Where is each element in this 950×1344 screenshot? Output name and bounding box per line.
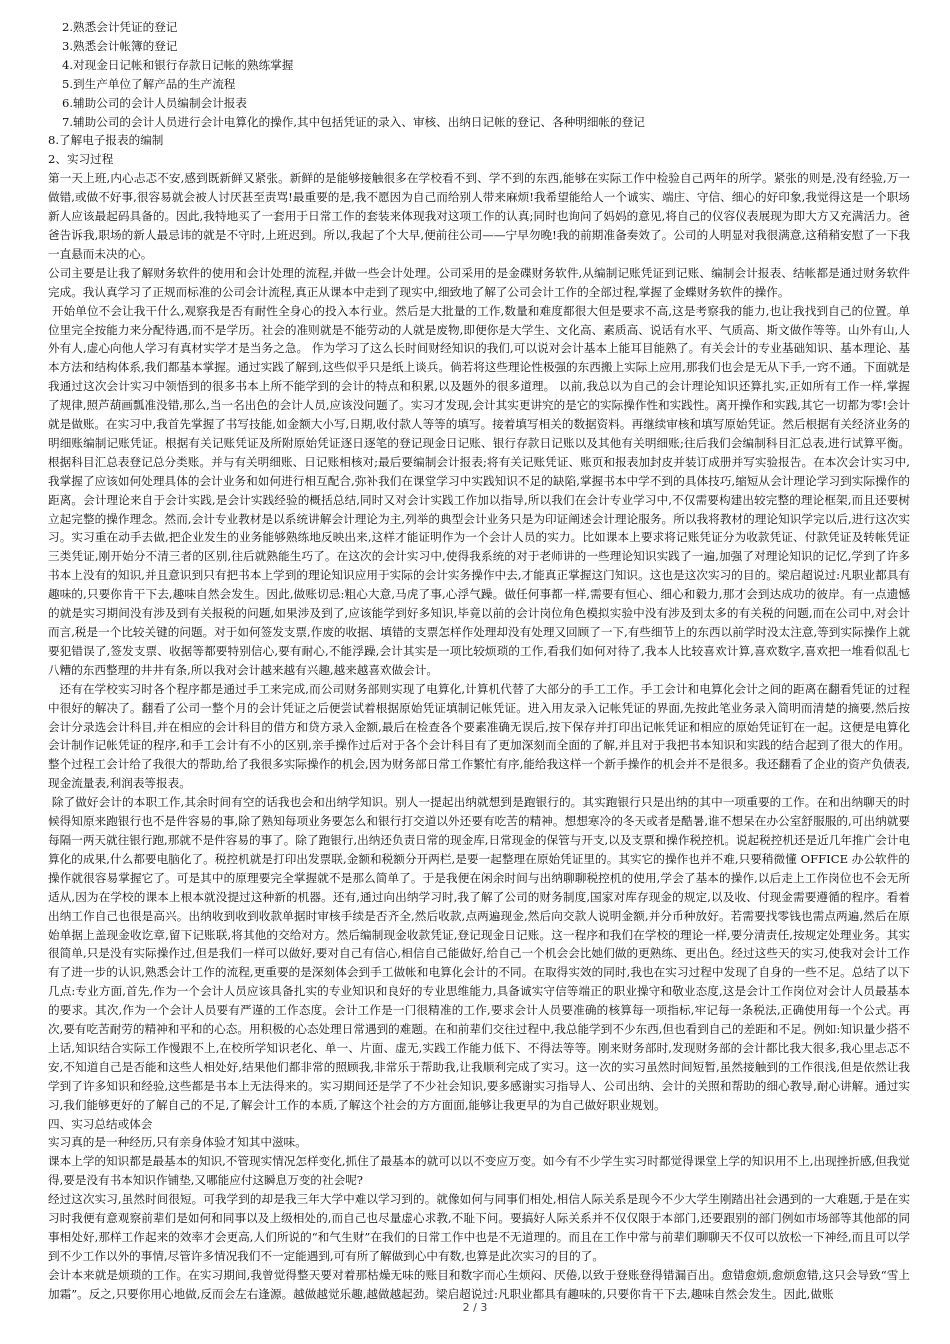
paragraph: 课本上学的知识都是最基本的知识,不管现实情况怎样变化,抓住了最基本的就可以以不变应万变。如今有不少学生实习时都觉得课堂上学的知识用不上,出现挫折感,但我觉得,要是没有书本知识作铺垫,又哪能应付这瞬息万变的社会呢? xyxy=(48,1154,910,1188)
section-heading: 2、实习过程 xyxy=(48,152,114,167)
paragraph: 第一天上班,内心忐忑不安,感到既新鲜又紧张。新鲜的是能够接触很多在学校看不到、学不到的东西,能够在实际工作中检验自己两年的所学。紧张的则是,没有经验,万一做错,或做不好事,很容易就会被人讨厌甚至责骂!最重要的是,我不愿因为自己而给别人带来麻烦!我希望能给人一个诚实、端庄、守信、细心的好印象,我觉得这是一个职场新人应该最起码具备的。因此,我特地买了一套用于日常工作的套装来体现我对这项工作的认真;同时也询问了妈妈的意见,将自己的仪容仪表展现为即大方又充满活力。爸爸告诉我,职场的新人最忌讳的就是不守时,上班迟到。所以,我起了个大早,便前往公司——宁早勿晚!我的前期准备奏效了。公司的人明显对我很满意,这稍稍安慰了一下我一直悬而未决的心。 xyxy=(48,171,910,261)
section-heading: 四、实习总结或体会 xyxy=(48,1116,153,1131)
list-item: 8.了解电子报表的编制 xyxy=(48,133,164,148)
list-item: 6.辅助公司的会计人员编制会计报表 xyxy=(62,95,247,110)
paragraph: 开始单位不会让我干什么,观察我是否有耐性全身心的投入本行业。然后是大批量的工作,数量和难度都很大但是要求不高,这是考察我的能力,也让我找到自己的位置。单位里完全按能力来分配待遇,而不是学历。社会的准则就是不能劳动的人就是废物,即便你是大学生、文化高、素质高、说话有水平、气质高、斯文做作等等。山外有山,人外有人,虚心向他人学习有真材实学才是当务之急。 作为学习了这么长时间财经知识的我们,可以说对会计基本上能耳目能熟了。有关会计的专业基础知识、基本理论、基本方法和结构体系,我们都基本掌握。通过实践了解到,这些似乎只是纸上谈兵。倘若将这些理论性极强的东西搬上实际上应用,那我们也会是无从下手,一窍不通。下面就是我通过这次会计实习中领悟到的很多书本上所不能学到的会计的特点和积累,以及题外的很多道理。 以前,我总以为自己的会计理论知识还算扎实,正如所有工作一样,掌握了规律,照芦葫画瓢准没错,那么,当一名出色的会计人员,应该没问题了。实习才发现,会计其实更讲究的是它的实际操作性和实践性。离开操作和实践,其它一切都为零!会计就是做账。在实习中,我首先掌握了书写技能,如金额大小写,日期,收付款人等等的填写。接着填写相关的数据资料。再继续审核和填写原始凭证。然后根据有关经济业务的明细账编制记账凭证。根据有关记账凭证及所附原始凭证逐日逐笔的登记现金日记账、银行存款日记账以及其他有关明细账;往后我们会编制科目汇总表,进行试算平衡。根据科目汇总表登记总分类账。并与有关明细账、日记账相核对;最后要编制会计报表;将有关记账凭证、账页和报表加封皮并装订成册并写实验报告。在本次会计实习中,我掌握了应该如何处理具体的会计业务和如何进行相互配合,弥补我们在课堂学习中实践知识不足的缺陷,掌握书本中学不到的具体技巧,缩短从会计理论学习到实际操作的距离。会计理论来自于会计实践,是会计实践经验的概括总结,同时又对会计实践工作加以指导,所以我们在会计专业学习中,不仅需要构建出较完整的理论框架,而且还要树立起完整的操作理念。然而,会计专业教材是以系统讲解会计理论为主,列举的典型会计业务只是为印证阐述会计理论服务。所以我将教材的理论知识学完以后,进行这次实习。实习重在动手去做,把企业发生的业务能够熟练地反映出来,这样才能证明作为一个会计人员的实力。比如课本上要求将记账凭证分为收款凭证、付款凭证及转帐凭证三类凭证,刚开始分不清三者的区别,往后就熟能生巧了。在这次的会计实习中,使得我系统的对于老师讲的一些理论知识实践了一遍,加强了对理论知识的记忆,学到了许多书本上没有的知识,并且意识到只有把书本上学到的理论知识应用于实际的会计实务操作中去,才能真正掌握这门知识。这也是这次实习的目的。梁启超说过:凡职业都具有趣味的,只要你肯干下去,趣味自然会发生。因此,做账切忌:粗心大意,马虎了事,心浮气躁。做任何事都一样,需要有恒心、细心和毅力,那才会到达成功的彼岸。有一点遗憾的就是实习期间没有涉及到有关报税的问题,如果涉及到了,应该能学到好多知识,毕竟以前的会计岗位角色模拟实验中没有涉及到太多的有关税的问题,而在公司中,对会计而言,税是一个比较关键的问题。对于如何签发支票,作废的收据、填错的支票怎样作处理却没有处理又回顾了一下,有些细节上的东西以前学时没太注意,等到实际操作上就要犯错误了,签发支票、收据等都要特别信心,要有耐心,不能浮躁,会计其实是一项比较烦琐的工作,看我们如何对待了,我本人比较喜欢计算,喜欢数字,喜欢把一堆看似乱七八糟的东西整理的井井有条,所以我对会计越来越有兴趣,越来越喜欢做会计。 xyxy=(48,303,911,677)
paragraph: 实习真的是一种经历,只有亲身体验才知其中滋味。 xyxy=(48,1135,307,1150)
list-item: 7.辅助公司的会计人员进行会计电算化的操作,其中包括凭证的录入、审核、出纳日记帐的登记、各种明细帐的登记 xyxy=(62,114,645,129)
paragraph: 除了做好会计的本职工作,其余时间有空的话我也会和出纳学知识。别人一提起出纳就想到是跑银行的。其实跑银行只是出纳的其中一项重要的工作。在和出纳聊天的时候得知原来跑银行也不是件容易的事,除了熟知每项业务要怎么和银行打交道以外还要有吃苦的精神。想想寒冷的冬天或者是酷暑,谁不想呆在办公室舒服服的,可出纳就要每隔一两天就往银行跑,那就不是件容易的事了。除了跑银行,出纳还负责日常的现金库,日常现金的保管与开支,以及支票和操作税控机。说起税控机还是近几年推广会计电算化的成果,什么都要电脑化了。税控机就是打印出发票联,金额和税额分开两栏,是要一起整理在原始凭证里的。其实它的操作也并不难,只要稍微懂 OFFICE 办公软件的操作就很容易掌握它了。可是其中的原理要完全掌握就不是那么简单了。于是我便在闲余时间与出纳聊聊税控机的使用,学会了基本的操作,以后走上工作岗位也不会无所适从,因为在学校的课本上根本就没提过这种新的机器。还有,通过向出纳学习时,我了解了公司的财务制度,国家对库存现金的规定,以及收、付现金需要遵循的程序。看着出纳工作自己也很是高兴。出纳收到收到收款单据时审核手续是否齐全,然后收款,点两遍现金,然后向交款人说明金额,并分币种放好。若需要找零钱也需点两遍,然后在原始单据上盖现金收讫章,留下记账联,将其他的交给对方。然后编制现金收款凭证,登记现金日记账。这一程序和我们在学校的理论一样,要分清责任,按规定处理业务。其实很简单,只是没有实际操作过,但是我们一样可以做好,要对自己有信心,相信自己能做好,给自己一个机会会比她们做的更熟练、更出色。经过这些天的实习,使我对会计工作有了进一步的认识,熟悉会计工作的流程,更重要的是深刻体会到手工做帐和电算化会计的不同。在取得实效的同时,我也在实习过程中发现了自身的一些不足。总结了以下几点:专业方面,首先,作为一个会计人员应该具备扎实的专业知识和良好的专业思维能力,具备诚实守信等端正的职业操守和敬业态度,这是会计工作岗位对会计人员最基本的要求。其次,作为一个会计人员要有严谨的工作态度。会计工作是一门很精准的工作,要求会计人员要准确的核算每一项指标,牢记每一条税法,正确使用每一个公式。再次,要有吃苦耐劳的精神和平和的心态。用积极的心态处理日常遇到的难题。在和前辈们交往过程中,我总能学到不少东西,但也看到自己的差距和不足。例如:知识量少搭不上话,知识结合实际工作慢跟不上,在校所学知识老化、单一、片面、虚无,实践工作能力低下、不得法等等。刚来财务部时,发现财务部的会计都比我大很多,我心里忐忑不安,不知道自己是否能和这些人相处好,结果他们都非常的照顾我,非常乐于帮助我,让我顺利完成了实习。这一次的实习虽然时间短暂,虽然接触到的工作很浅,但是依然让我学到了许多知识和经验,这些都是书本上无法得来的。实习期间还是学了不少社会知识,要多感谢实习指导人、公司出纳、会计的关照和帮助的细心教导,耐心讲解。通过实习,我们能够更好的了解自己的不足,了解会计工作的本质,了解这个社会的方方面面,能够让我更早的为自己做好职业规划。 xyxy=(48,795,911,1112)
paragraph: 经过这次实习,虽然时间很短。可我学到的却是我三年大学中难以学习到的。就像如何与同事们相处,相信人际关系是现今不少大学生刚踏出社会遇到的一大难题,于是在实习时我便有意观察前辈们是如何和同事以及上级相处的,而自己也尽量虚心求教,不耻下问。要搞好人际关系并不仅仅限于本部门,还要跟别的部门例如市场部等其他部的同事相处好,那样工作起来的效率才会更高,人们所说的“和气生财”在我们的日常工作中也是不无道理的。而且在工作中常与前辈们聊聊天不仅可以放松一下神经,而且可以学到不少工作以外的事情,尽管许多情况我们不一定能遇到,可有所了解做到心中有数,也算是此次实习的目的了。 xyxy=(48,1192,910,1263)
paragraph: 公司主要是让我了解财务软件的使用和会计处理的流程,并做一些会计处理。公司采用的是金碟财务软件,从编制记账凭证到记账、编制会计报表、结帐都是通过财务软件完成。我认真学习了正规而标准的公司会计流程,真正从课本中走到了现实中,细致地了解了公司会计工作的全部过程,掌握了金蝶财务软件的操作。 xyxy=(48,265,910,299)
list-item: 4.对现金日记帐和银行存款日记帐的熟练掌握 xyxy=(62,57,294,72)
page-number: 2 / 3 xyxy=(462,1301,488,1314)
paragraph: 还有在学校实习时各个程序都是通过手工来完成,而公司财务部则实现了电算化,计算机代替了大部分的手工工作。手工会计和电算化会计之间的距离在翻看凭证的过程中很好的解决了。翻看了公司一整个月的会计凭证之后便尝试着根据原始凭证填制记帐凭证。进入用友录入记帐凭证的界面,先按此笔业务录入简明而清楚的摘要,然后按会计分录选会计科目,并在相应的会计科目的借方和贷方录入金额,最后在检查各个要素准确无误后,按下保存并打印出记帐凭证和相应的原始凭证钉在一起。这便是电算化会计制作记帐凭证的程序,和手工会计有不小的区别,亲手操作过后对于各个会计科目有了更加深刻而全面的了解,并且对于我把书本知识和实践的结合起到了很大的作用。整个过程工会计给了我很大的帮助,给了我很多实际操作的机会,因为财务部日常工作繁忙有序,能给我这样一个新手操作的机会并不是很多。我还翻看了企业的资产负债表,现金流量表,利润表等报表。 xyxy=(48,681,910,791)
list-item: 2.熟悉会计凭证的登记 xyxy=(62,20,178,34)
list-item: 5.到生产单位了解产品的生产流程 xyxy=(62,76,236,91)
document-body xyxy=(48,18,910,1304)
list-item: 3.熟悉会计帐簿的登记 xyxy=(62,38,178,53)
paragraph: 会计本来就是烦琐的工作。在实习期间,我曾觉得整天要对着那枯燥无味的账目和数字而心生烦闷、厌倦,以致于登账登得错漏百出。愈错愈烦,愈烦愈错,这只会导致“雪上加霜”。反之,只要你用心地做,反而会左右逢源。越做越觉乐趣,越做越起劲。梁启超说过:凡职业都具有趣味的,只要你肯干下去,趣味自然会发生。因此,做账 xyxy=(48,1267,910,1301)
